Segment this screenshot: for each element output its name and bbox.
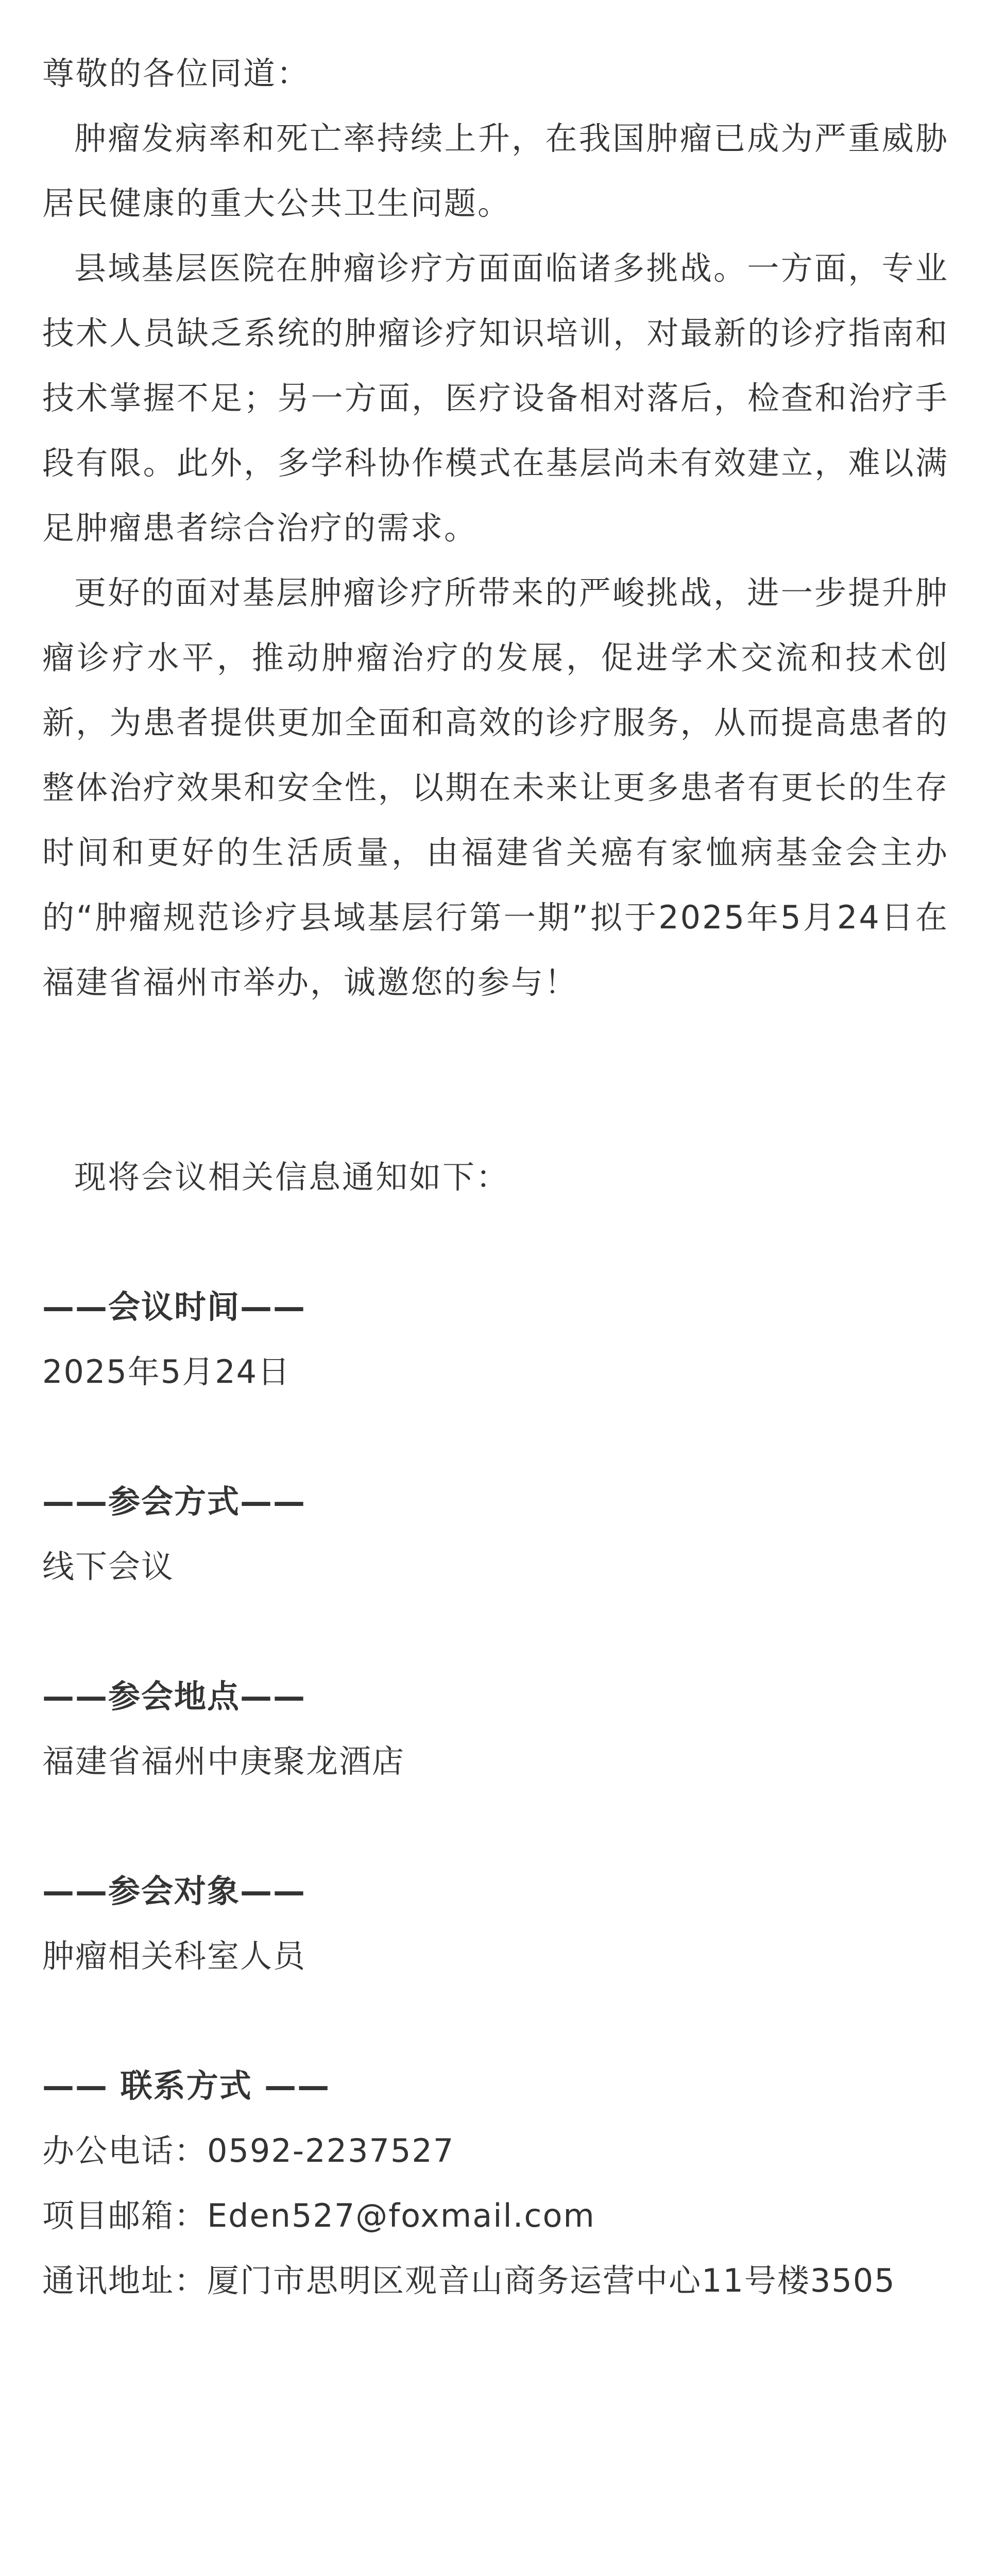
- section-venue: [42, 1664, 949, 1794]
- audience: 肿瘤相关科室人员: [42, 1937, 306, 1975]
- invitation-letter: [42, 41, 949, 2313]
- section-title-contact: —— 联系方式 ——: [42, 2067, 331, 2105]
- paragraph-invitation: 更好的面对基层肿瘤诊疗所带来的严峻挑战，进一步提升肿瘤诊疗水平，推动肿瘤治疗的发展，促进学术交流和技术创新，为患者提供更加全面和高效的诊疗服务，从而提高患者的整体治疗效果和安全性，以期在未来让更多患者有更长的生存时间和更好的生活质量，由福建省关癌有家恤病基金会主办的“肿瘤规范诊疗县域基层行第一期”拟于2025年5月24日在福建省福州市举办，诚邀您的参与！: [42, 574, 949, 1001]
- attendance-mode: 线下会议: [42, 1548, 175, 1585]
- contact-email: 项目邮箱：Eden527@foxmail.com: [42, 2197, 595, 2234]
- section-audience: [42, 1859, 949, 1989]
- contact-address: 通讯地址：厦门市思明区观音山商务运营中心11号楼3505: [42, 2262, 896, 2299]
- section-title-venue: ——参会地点——: [42, 1677, 306, 1715]
- section-contact: [42, 2054, 949, 2313]
- section-title-attendance-mode: ——参会方式——: [42, 1483, 306, 1520]
- notice-line: 现将会议相关信息通知如下：: [74, 1158, 510, 1196]
- section-title-meeting-time: ——会议时间——: [42, 1288, 306, 1326]
- section-attendance-mode: [42, 1469, 949, 1599]
- greeting: 尊敬的各位同道：: [42, 55, 311, 92]
- paragraph-challenges: 县域基层医院在肿瘤诊疗方面面临诸多挑战。一方面，专业技术人员缺乏系统的肿瘤诊疗知识培训，对最新的诊疗指南和技术掌握不足；另一方面，医疗设备相对落后，检查和治疗手段有限。此外，多学科协作模式在基层尚未有效建立，难以满足肿瘤患者综合治疗的需求。: [42, 249, 949, 547]
- venue: 福建省福州中庚聚龙酒店: [42, 1742, 405, 1780]
- contact-phone: 办公电话：0592-2237527: [42, 2132, 455, 2170]
- section-meeting-time: [42, 1275, 949, 1404]
- meeting-date: 2025年5月24日: [42, 1353, 291, 1391]
- section-title-audience: ——参会对象——: [42, 1872, 306, 1910]
- paragraph-intro: 肿瘤发病率和死亡率持续上升，在我国肿瘤已成为严重威胁居民健康的重大公共卫生问题。: [42, 120, 949, 222]
